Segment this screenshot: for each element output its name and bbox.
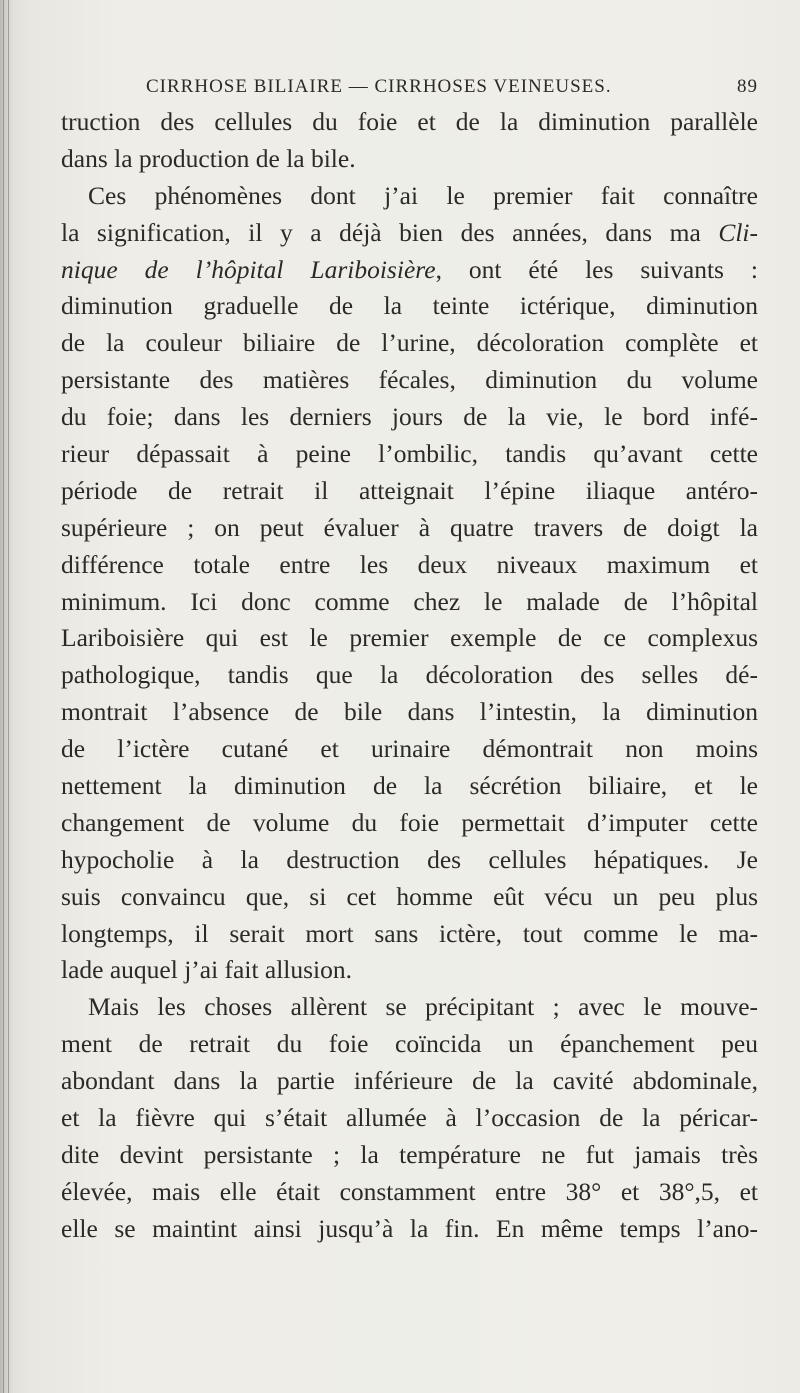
italic-title-part: Cli- bbox=[718, 217, 758, 247]
text-line: rieur dépassait à peine l’ombilic, tandis qu’avant cette bbox=[61, 439, 758, 469]
text-line: suis convaincu que, si cet homme eût vécu un peu plus bbox=[61, 881, 758, 911]
running-header bbox=[128, 76, 758, 106]
spine-edge-line bbox=[3, 0, 4, 1393]
text-line: période de retrait il atteignait l’épine iliaque antéro- bbox=[61, 475, 758, 505]
body-text bbox=[61, 104, 758, 1248]
text-line: persistante des matières fécales, diminution du volume bbox=[61, 365, 758, 395]
text-line: différence totale entre les deux niveaux maximum et bbox=[61, 549, 758, 579]
text-line: élevée, mais elle était constamment entre 38° et 38°,5, et bbox=[61, 1176, 758, 1206]
text-line: elle se maintint ainsi jusqu’à la fin. En même temps l’ano- bbox=[61, 1213, 758, 1243]
text-line-part: la signification, il y a déjà bien des années, dans ma bbox=[61, 217, 701, 247]
text-line: du foie; dans les derniers jours de la vie, le bord infé- bbox=[61, 402, 758, 432]
text-line bbox=[61, 215, 758, 252]
spine-edge-line bbox=[8, 0, 9, 1393]
text-line: nettement la diminution de la sécrétion biliaire, et le bbox=[61, 771, 758, 801]
text-line: de la couleur biliaire de l’urine, décoloration complète et bbox=[61, 328, 758, 358]
text-line: lade auquel j’ai fait allusion. bbox=[61, 955, 353, 985]
text-line: supérieure ; on peut évaluer à quatre travers de doigt la bbox=[61, 512, 758, 542]
text-line: longtemps, il serait mort sans ictère, tout comme le ma- bbox=[61, 918, 758, 948]
text-line: Mais les choses allèrent se précipitant ; avec le mouve- bbox=[88, 992, 758, 1022]
italic-title-part: nique de l’hôpital Lariboisière bbox=[61, 254, 436, 284]
text-line: minimum. Ici donc comme chez le malade de l’hôpital bbox=[61, 586, 758, 616]
text-line: Lariboisière qui est le premier exemple de ce complexus bbox=[61, 623, 758, 653]
running-title: CIRRHOSE BILIAIRE — CIRRHOSES VEINEUSES. bbox=[146, 76, 612, 97]
text-line: et la fièvre qui s’était allumée à l’occasion de la péricar- bbox=[61, 1103, 758, 1133]
text-line: truction des cellules du foie et de la diminution parallèle bbox=[61, 107, 758, 136]
text-line bbox=[61, 252, 758, 289]
text-line: changement de volume du foie permettait d’imputer cette bbox=[61, 807, 758, 837]
text-line: ment de retrait du foie coïncida un épanchement peu bbox=[61, 1029, 758, 1059]
text-line: montrait l’absence de bile dans l’intestin, la diminution bbox=[61, 697, 758, 727]
text-line: pathologique, tandis que la décoloration des selles dé- bbox=[61, 660, 758, 690]
text-line-part: , ont été les suivants : bbox=[435, 254, 758, 284]
text-line: de l’ictère cutané et urinaire démontrait non moins bbox=[61, 734, 758, 764]
text-line: dans la production de la bile. bbox=[61, 143, 356, 173]
text-line: Ces phénomènes dont j’ai le premier fait connaître bbox=[88, 180, 758, 210]
text-line: hypocholie à la destruction des cellules hépatiques. Je bbox=[61, 844, 758, 874]
text-line: dite devint persistante ; la température ne fut jamais très bbox=[61, 1139, 758, 1169]
text-line: abondant dans la partie inférieure de la cavité abdominale, bbox=[61, 1066, 758, 1096]
page-number: 89 bbox=[737, 76, 758, 97]
text-line: diminution graduelle de la teinte ictérique, diminution bbox=[61, 291, 758, 321]
